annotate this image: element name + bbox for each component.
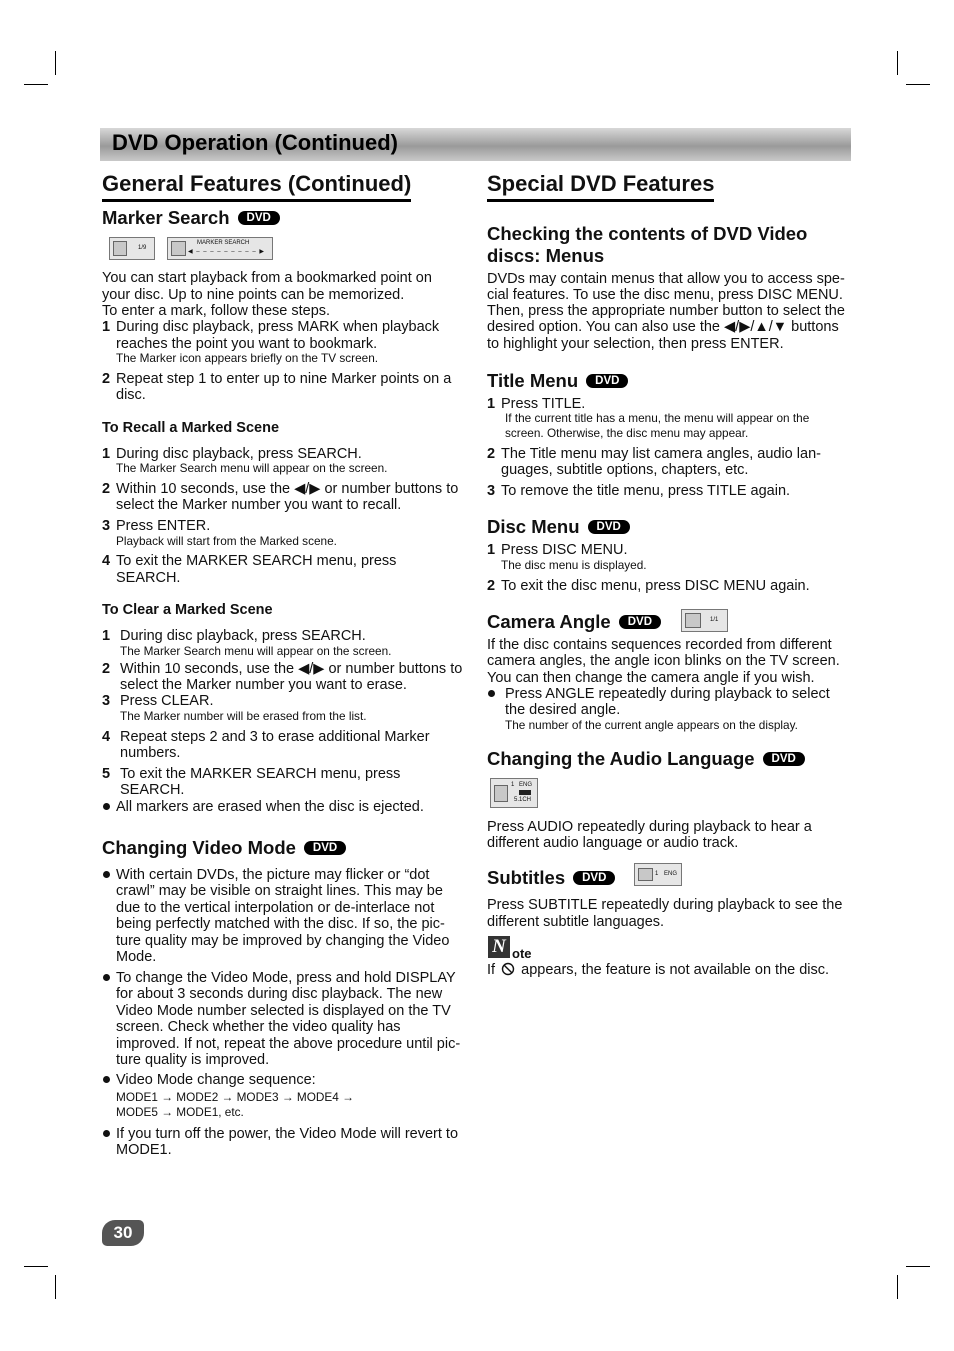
camera-text: You can then change the camera angle if you wish. — [487, 670, 815, 686]
menus-text: cial features. To use the disc menu, press DISC MENU. — [487, 287, 843, 303]
step-number: 1 — [102, 319, 111, 335]
step-number: 2 — [487, 578, 496, 594]
disc-menu-note: The disc menu is displayed. — [501, 558, 647, 572]
disc-menu-step-2: To exit the disc menu, press DISC MENU again. — [501, 578, 810, 594]
step-number: 3 — [102, 518, 111, 534]
video-mode-heading: Changing Video Mode DVD — [102, 837, 346, 859]
marker-osd-icon: 1/9 — [109, 237, 155, 260]
camera-bullet-b: the desired angle. — [505, 702, 621, 718]
clear-step-3: Press CLEAR. — [120, 693, 214, 709]
marker-intro-3: To enter a mark, follow these steps. — [102, 303, 331, 319]
title-menu-heading: Title Menu DVD — [487, 370, 628, 392]
marker-step-1-note: The Marker icon appears briefly on the TV screen. — [116, 351, 379, 365]
menus-text: desired option. You can also use the ◀/▶/▲/▼ buttons — [487, 319, 839, 335]
clear-heading: To Clear a Marked Scene — [102, 602, 273, 618]
marker-step-2: Repeat step 1 to enter up to nine Marker points on a — [116, 371, 452, 387]
bullet — [488, 690, 495, 697]
recall-heading: To Recall a Marked Scene — [102, 420, 280, 436]
page-number: 30 — [102, 1220, 144, 1246]
step-number: 2 — [102, 371, 111, 387]
marker-step-1b: reaches the point you want to bookmark. — [116, 336, 378, 352]
banner-title: DVD Operation (Continued) — [112, 130, 398, 155]
title-menu-note: If the current title has a menu, the menu will appear on the — [505, 411, 810, 425]
menus-heading: Checking the contents of DVD Video — [487, 223, 808, 244]
video-bullet-1: ture quality may be improved by changing the Video — [116, 933, 450, 949]
video-sequence-2: MODE5 → MODE1, etc. — [116, 1105, 244, 1119]
step-number: 2 — [102, 481, 111, 497]
title-menu-note: screen. Otherwise, the disc menu may appear. — [505, 426, 749, 440]
video-sequence-1: MODE1 → MODE2 → MODE3 → MODE4 → — [116, 1090, 354, 1104]
video-bullet-1: Mode. — [116, 949, 157, 965]
step-number: 5 — [102, 766, 111, 782]
menus-text: Then, press the appropriate number button to select the — [487, 303, 845, 319]
video-bullet-2: for about 3 seconds during disc playback. The new — [116, 986, 443, 1002]
bullet — [103, 974, 110, 981]
subtitles-text: Press SUBTITLE repeatedly during playback to see the — [487, 897, 843, 913]
video-bullet-4: If you turn off the power, the Video Mode will revert to — [116, 1126, 459, 1142]
step-number: 1 — [102, 446, 111, 462]
marker-search-heading: Marker Search DVD — [102, 207, 280, 229]
menus-text: to highlight your selection, then press ENTER. — [487, 336, 784, 352]
menus-heading-2: discs: Menus — [487, 245, 605, 266]
left-title: General Features (Continued) — [102, 171, 411, 202]
video-bullet-2: To change the Video Mode, press and hold DISPLAY — [116, 970, 456, 986]
dvd-badge: DVD — [588, 520, 630, 534]
audio-osd: 1 ENG 5.1CH — [490, 778, 538, 808]
dvd-badge: DVD — [238, 211, 280, 225]
clear-step-2b: select the Marker number you want to erase. — [120, 677, 407, 693]
dvd-badge: DVD — [586, 374, 628, 388]
title-menu-step-2b: guages, subtitle options, chapters, etc. — [501, 462, 749, 478]
step-number: 2 — [102, 661, 111, 677]
recall-step-3-note: Playback will start from the Marked scene. — [116, 534, 337, 548]
bullet — [103, 871, 110, 878]
title-menu-step-3: To remove the title menu, press TITLE again. — [501, 483, 791, 499]
clear-step-5b: SEARCH. — [120, 782, 185, 798]
step-number: 3 — [102, 693, 111, 709]
video-bullet-3: Video Mode change sequence: — [116, 1072, 316, 1088]
clear-step-5: To exit the MARKER SEARCH menu, press — [120, 766, 401, 782]
note-icon: N — [488, 936, 510, 958]
menus-text: DVDs may contain menus that allow you to access spe- — [487, 271, 845, 287]
video-bullet-2: ture quality is improved. — [116, 1052, 270, 1068]
crop-mark — [24, 1266, 48, 1267]
step-number: 3 — [487, 483, 496, 499]
bullet — [103, 1076, 110, 1083]
camera-angle-osd: 1/1 — [681, 609, 728, 632]
subtitles-heading: Subtitles DVD — [487, 867, 615, 889]
section-banner — [100, 128, 851, 161]
subtitles-text: different subtitle languages. — [487, 914, 665, 930]
crop-mark — [906, 1266, 930, 1267]
video-bullet-4b: MODE1. — [116, 1142, 172, 1158]
step-number: 4 — [102, 553, 111, 569]
audio-language-heading: Changing the Audio Language DVD — [487, 748, 805, 770]
step-number: 4 — [102, 729, 111, 745]
dvd-badge: DVD — [573, 871, 615, 885]
clear-step-4b: numbers. — [120, 745, 181, 761]
note-text: If appears, the feature is not available on the disc. — [487, 962, 830, 978]
camera-note: The number of the current angle appears on the display. — [505, 718, 798, 732]
step-number: 1 — [487, 396, 496, 412]
recall-step-4: To exit the MARKER SEARCH menu, press — [116, 553, 397, 569]
recall-step-4b: SEARCH. — [116, 570, 181, 586]
marker-step-2b: disc. — [116, 387, 146, 403]
crop-mark — [897, 51, 898, 75]
camera-bullet: Press ANGLE repeatedly during playback to select — [505, 686, 830, 702]
audio-text: Press AUDIO repeatedly during playback to hear a — [487, 819, 812, 835]
crop-mark — [906, 84, 930, 85]
video-bullet-1: With certain DVDs, the picture may flicker or “dot — [116, 867, 430, 883]
step-number: 1 — [487, 542, 496, 558]
disc-menu-step-1: Press DISC MENU. — [501, 542, 628, 558]
video-bullet-2: improved. If not, repeat the above procedure until pic- — [116, 1036, 461, 1052]
clear-bullet: All markers are erased when the disc is ejected. — [116, 799, 424, 815]
crop-mark — [55, 1275, 56, 1299]
recall-step-1-note: The Marker Search menu will appear on the screen. — [116, 461, 388, 475]
video-bullet-1: due to the vertical interpolation or de-interlace not — [116, 900, 435, 916]
clear-step-4: Repeat steps 2 and 3 to erase additional Marker — [120, 729, 430, 745]
marker-intro-2: your disc. Up to nine points can be memorized. — [102, 287, 405, 303]
disc-menu-heading: Disc Menu DVD — [487, 516, 630, 538]
crop-mark — [24, 84, 48, 85]
step-number: 2 — [487, 446, 496, 462]
bullet — [103, 1130, 110, 1137]
title-menu-step-1: Press TITLE. — [501, 396, 586, 412]
clear-step-2: Within 10 seconds, use the ◀/▶ or number buttons to — [120, 661, 463, 677]
camera-angle-heading: Camera Angle DVD — [487, 611, 661, 633]
video-bullet-1: crawl” may be visible on straight lines. This may be — [116, 883, 443, 899]
video-bullet-2: screen. Check whether the video quality has — [116, 1019, 401, 1035]
dvd-badge: DVD — [304, 841, 346, 855]
recall-step-2b: select the Marker number you want to recall. — [116, 497, 402, 513]
video-bullet-1: being perfectly matched with the disc. If so, the pic- — [116, 916, 445, 932]
marker-step-1: During disc playback, press MARK when playback — [116, 319, 440, 335]
bullet — [103, 803, 110, 810]
dvd-badge: DVD — [763, 752, 805, 766]
subtitle-osd: 1 ENG — [634, 863, 682, 886]
marker-search-osd: MARKER SEARCH ◀ – – – – – – – – – ▶ — [167, 237, 273, 260]
right-title: Special DVD Features — [487, 171, 714, 202]
marker-intro-1: You can start playback from a bookmarked point on — [102, 270, 432, 286]
audio-text: different audio language or audio track. — [487, 835, 739, 851]
camera-text: If the disc contains sequences recorded from different — [487, 637, 832, 653]
clear-step-3-note: The Marker number will be erased from the list. — [120, 709, 367, 723]
clear-step-1: During disc playback, press SEARCH. — [120, 628, 366, 644]
crop-mark — [55, 51, 56, 75]
title-menu-step-2: The Title menu may list camera angles, audio lan- — [501, 446, 821, 462]
crop-mark — [897, 1275, 898, 1299]
prohibited-icon — [501, 962, 515, 976]
note-label: ote — [512, 946, 532, 961]
clear-step-1-note: The Marker Search menu will appear on the screen. — [120, 644, 392, 658]
recall-step-1: During disc playback, press SEARCH. — [116, 446, 362, 462]
dvd-badge: DVD — [619, 615, 661, 629]
video-bullet-2: Video Mode number selected is displayed on the TV — [116, 1003, 451, 1019]
recall-step-3: Press ENTER. — [116, 518, 211, 534]
recall-step-2: Within 10 seconds, use the ◀/▶ or number buttons to — [116, 481, 459, 497]
step-number: 1 — [102, 628, 111, 644]
camera-text: camera angles, the angle icon blinks on the TV screen. — [487, 653, 840, 669]
